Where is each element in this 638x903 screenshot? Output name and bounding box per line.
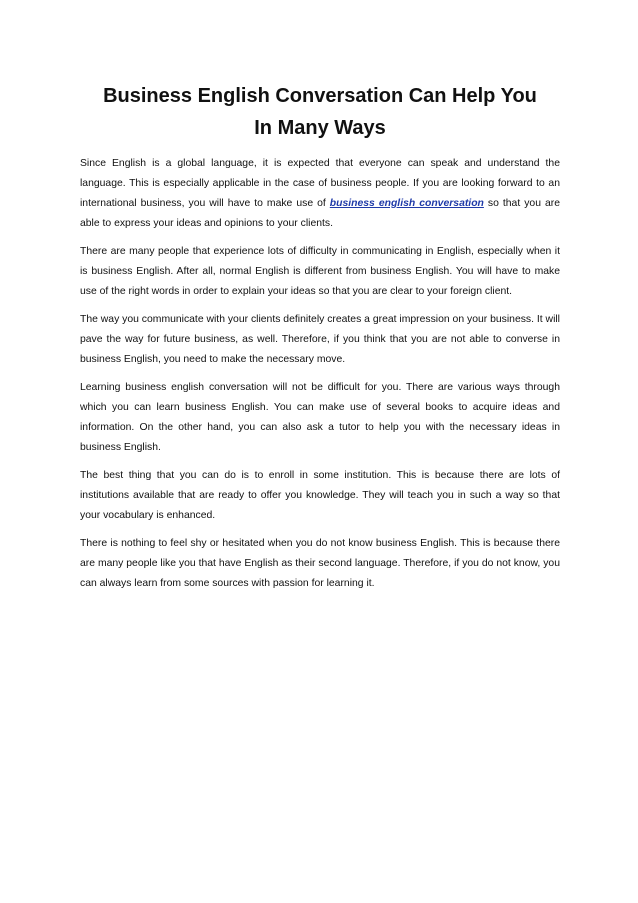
title-line-1: Business English Conversation Can Help You — [103, 85, 537, 107]
paragraph-6: There is nothing to feel shy or hesitated when you do not know business English. This is because there are many people like you that have English as their second language. Therefore, if you do not know, you can always learn from some sources with passion for learning it. — [80, 538, 560, 589]
paragraph-5: The best thing that you can do is to enroll in some institution. This is because there are lots of institutions available that are ready to offer you knowledge. They will teach you in such a way so that your vocabulary is enhanced. — [80, 470, 560, 521]
paragraph-1 — [80, 154, 560, 234]
document-page — [80, 80, 560, 602]
paragraph-4: Learning business english conversation will not be difficult for you. There are various ways through which you can learn business English. You can make use of several books to acquire ideas and information. On the other hand, you can also ask a tutor to help you with the necessary ideas in business English. — [80, 382, 560, 453]
paragraph-3: The way you communicate with your clients definitely creates a great impression on your business. It will pave the way for future business, as well. Therefore, if you think that you are not able to converse in business English, you need to make the necessary move. — [80, 314, 560, 365]
title-line-2: In Many Ways — [254, 117, 386, 139]
paragraph-2: There are many people that experience lots of difficulty in communicating in English, especially when it is business English. After all, normal English is different from business English. You will have to make use of the right words in order to explain your ideas so that you are clear to your foreign client. — [80, 246, 560, 297]
paragraph-1-text-end: so that you are able to express your ideas and opinions to your clients. — [80, 198, 560, 229]
business-english-conversation-link[interactable]: business english conversation — [329, 198, 484, 209]
page-title — [80, 80, 560, 144]
paragraph-1-text-start: Since English is a global language, it is expected that everyone can speak and understand the language. This is especially applicable in the case of business people. If you are looking forward to an international business, you will have to make use of — [80, 158, 560, 209]
